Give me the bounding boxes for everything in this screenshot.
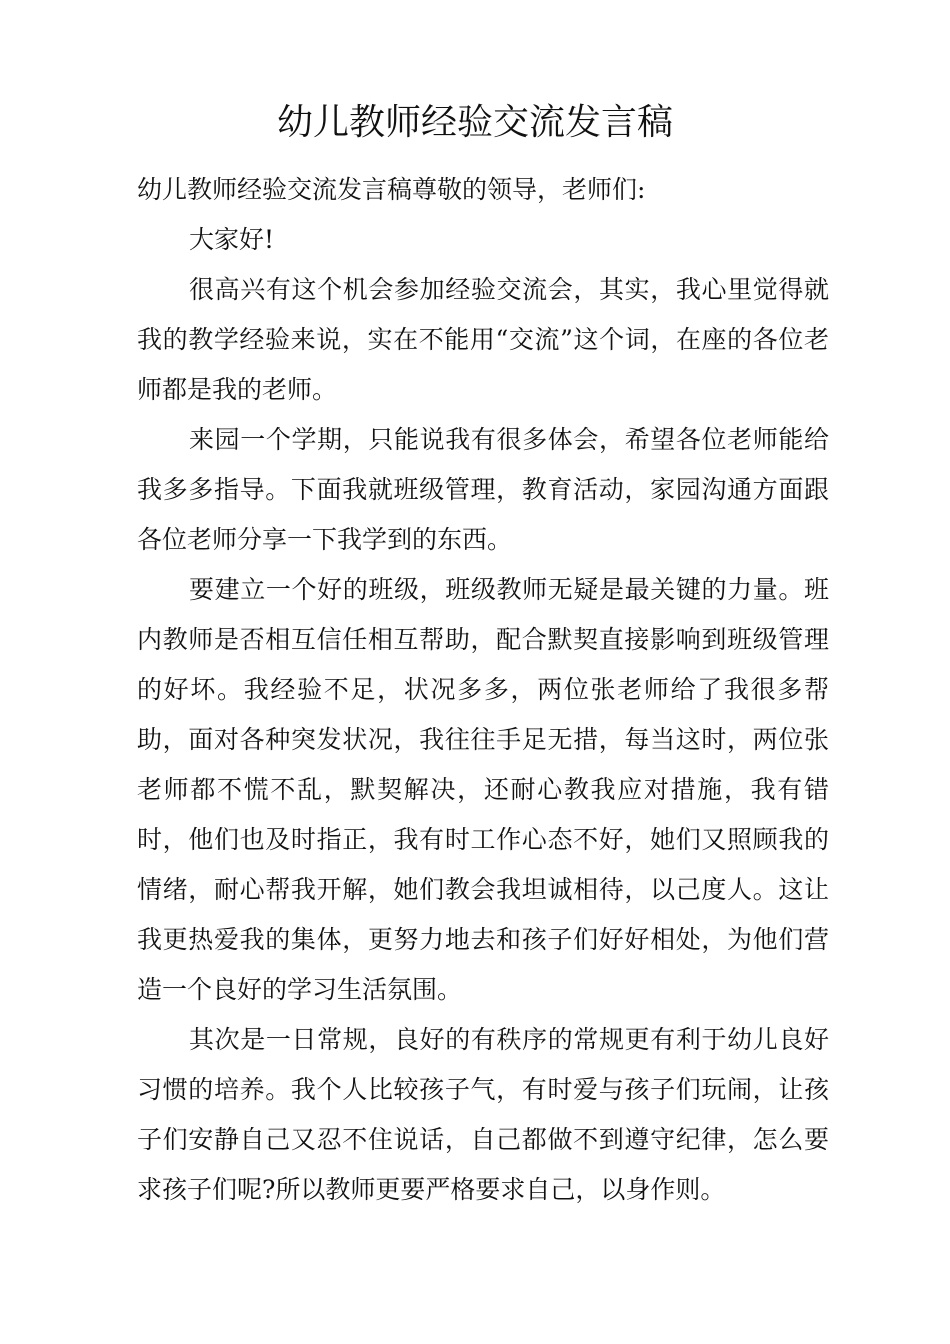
salutation-paragraph: 幼儿教师经验交流发言稿尊敬的领导，老师们: xyxy=(137,175,646,204)
body-paragraph: 其次是一日常规，良好的有秩序的常规更有利于幼儿良好习惯的培养。我个人比较孩子气，有时爱与孩子们玩闹，让孩子们安静自己又忍不住说话，自己都做不到遵守纪律，怎么要求孩子们呢?所以教师更要严格要求自己，以身作则。 xyxy=(137,1025,829,1204)
greeting-paragraph: 大家好! xyxy=(189,225,275,254)
document-title: 幼儿教师经验交流发言稿 xyxy=(276,102,673,143)
document-body xyxy=(137,165,829,1215)
body-paragraph: 来园一个学期，只能说我有很多体会，希望各位老师能给我多多指导。下面我就班级管理，教育活动，家园沟通方面跟各位老师分享一下我学到的东西。 xyxy=(137,425,829,554)
body-paragraph: 很高兴有这个机会参加经验交流会，其实，我心里觉得就我的教学经验来说，实在不能用“交流”这个词，在座的各位老师都是我的老师。 xyxy=(137,275,829,404)
body-paragraph: 要建立一个好的班级，班级教师无疑是最关键的力量。班内教师是否相互信任相互帮助，配合默契直接影响到班级管理的好坏。我经验不足，状况多多，两位张老师给了我很多帮助，面对各种突发状况，我往往手足无措，每当这时，两位张老师都不慌不乱，默契解决，还耐心教我应对措施，我有错时，他们也及时指正，我有时工作心态不好，她们又照顾我的情绪，耐心帮我开解，她们教会我坦诚相待，以己度人。这让我更热爱我的集体，更努力地去和孩子们好好相处，为他们营造一个良好的学习生活氛围。 xyxy=(137,575,829,1004)
